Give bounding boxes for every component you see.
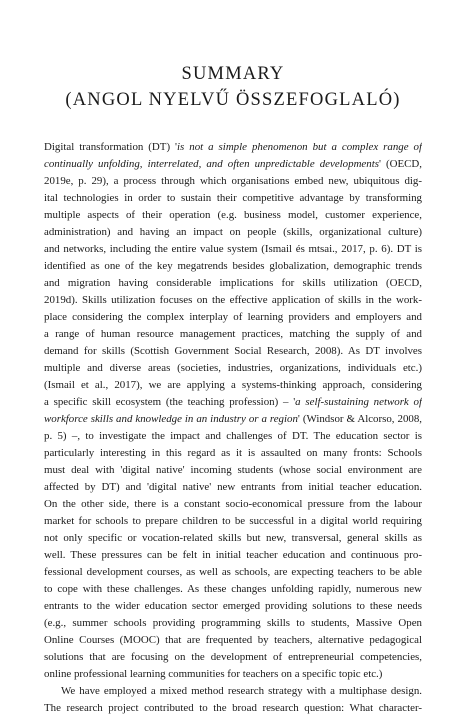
text-segment: and migration having considerable implications for skills utilization (OECD,: [44, 277, 422, 289]
text-segment: Digital transformation (DT) ': [44, 141, 178, 153]
text-line: [44, 258, 422, 275]
text-segment: a specific skill ecosystem (the teaching profession) – ': [44, 396, 296, 408]
text-segment: demand for skills (Scottish Government Social Research, 2008). As DT involves: [44, 345, 422, 357]
text-line: [44, 275, 422, 292]
text-segment: well. These pressures can be felt in initial teacher education and continuous pro-: [44, 549, 422, 561]
text-line: [44, 462, 422, 479]
text-segment: ' (OECD,: [378, 158, 422, 170]
summary-body: [44, 139, 422, 717]
text-line: [44, 360, 422, 377]
text-line: [44, 224, 422, 241]
italic-quote-segment: a self-sustaining network of: [295, 396, 422, 408]
text-line: [44, 700, 422, 717]
text-segment: ' (Windsor & Alcorso, 2008,: [297, 413, 422, 425]
text-segment: ital technologies in order to sustain their competitive advantage by transforming: [44, 192, 422, 204]
text-segment: identified as one of the key megatrends besides globalization, demographic trends: [44, 260, 422, 272]
italic-quote-segment: workforce skills and knowledge in an industry or a region: [44, 413, 298, 425]
text-segment: entrants to the wider education sector emerged providing solutions to these needs: [44, 600, 422, 612]
text-line: [44, 581, 422, 598]
text-line: [44, 292, 422, 309]
text-line: [44, 190, 422, 207]
text-line: [44, 649, 422, 666]
text-line: [44, 615, 422, 632]
text-line: [44, 309, 422, 326]
text-line: [44, 156, 422, 173]
page-subtitle: (ANGOL NYELVŰ ÖSSZEFOGLALÓ): [65, 90, 401, 110]
text-segment: The research project contributed to the broad research question: What character-: [44, 702, 422, 714]
text-segment: multiple aspects of their operation (e.g. business model, customer experience,: [44, 209, 422, 221]
text-segment: On the other side, there is a constant socio-economical pressure from the labour: [44, 498, 422, 510]
italic-quote-segment: is not a simple phenomenon but a complex range of: [177, 141, 422, 153]
text-line: [44, 547, 422, 564]
italic-quote-segment: continually unfolding, interrelated, and often unpredictable developments: [44, 158, 379, 170]
text-line: [44, 683, 422, 700]
text-line: [44, 139, 422, 156]
text-line: [44, 496, 422, 513]
text-segment: solutions that are focusing on the development of entrepreneurial competencies,: [44, 651, 422, 663]
text-segment: (e.g., summer schools providing programming skills to students, Massive Open: [44, 617, 422, 629]
text-segment: place considering the complex interplay of learning providers and employers and: [44, 311, 422, 323]
text-segment: online professional learning communities for teachers on a specific topic etc.): [44, 668, 383, 680]
text-segment: 2019e, p. 29), a process through which organisations embed new, ubiquitous dig-: [44, 175, 422, 187]
text-line: [44, 173, 422, 190]
text-segment: particularly interesting in this regard as it is assaulted on many fronts: Schools: [44, 447, 422, 459]
text-segment: to cope with these challenges. As these changes unfolding rapidly, numerous new: [44, 583, 422, 595]
text-line: [44, 394, 422, 411]
page-title: SUMMARY: [181, 64, 285, 84]
text-segment: and networks, including the entire value system (Ismail és mtsai., 2017, p. 6). DT is: [44, 243, 422, 255]
text-line: [44, 479, 422, 496]
text-line: [44, 343, 422, 360]
text-segment: multiple and diverse areas (societies, industries, organizations, individuals etc.): [44, 362, 422, 374]
text-line: [44, 530, 422, 547]
text-line: [44, 513, 422, 530]
text-segment: We have employed a mixed method research strategy with a multiphase design.: [61, 685, 422, 697]
text-line: [44, 241, 422, 258]
text-segment: market for schools to prepare children to be successful in a digital world requiring: [44, 515, 422, 527]
text-segment: p. 5) –, to investigate the impact and challenges of DT. The education sector is: [44, 430, 422, 442]
text-segment: administration) and having an impact on people (skills, organizational culture): [44, 226, 422, 238]
text-segment: Online Courses (MOOC) that are frequented by teachers, alternative pedagogical: [44, 634, 422, 646]
text-segment: a range of human resource management practices, matching the supply of and: [44, 328, 422, 340]
text-line: [44, 207, 422, 224]
text-segment: affected by DT) and 'digital native' new entrants from initial teacher education.: [44, 481, 422, 493]
text-line: [44, 411, 422, 428]
text-segment: must deal with 'digital native' incoming students (whose social environment are: [44, 464, 422, 476]
text-line: [44, 326, 422, 343]
text-line: [44, 564, 422, 581]
text-line: [44, 377, 422, 394]
text-segment: (Ismail et al., 2017), we are applying a systems-thinking approach, considering: [44, 379, 422, 391]
text-line: [44, 666, 422, 683]
text-segment: 2019d). Skills utilization focuses on the effective application of skills in the work-: [44, 294, 422, 306]
text-segment: not only specific or vocation-related skills but new, transversal, general skills as: [44, 532, 422, 544]
text-line: [44, 598, 422, 615]
text-segment: fessional development courses, as well as schools, are expecting teachers to be able: [44, 566, 422, 578]
text-line: [44, 428, 422, 445]
text-line: [44, 632, 422, 649]
text-line: [44, 445, 422, 462]
